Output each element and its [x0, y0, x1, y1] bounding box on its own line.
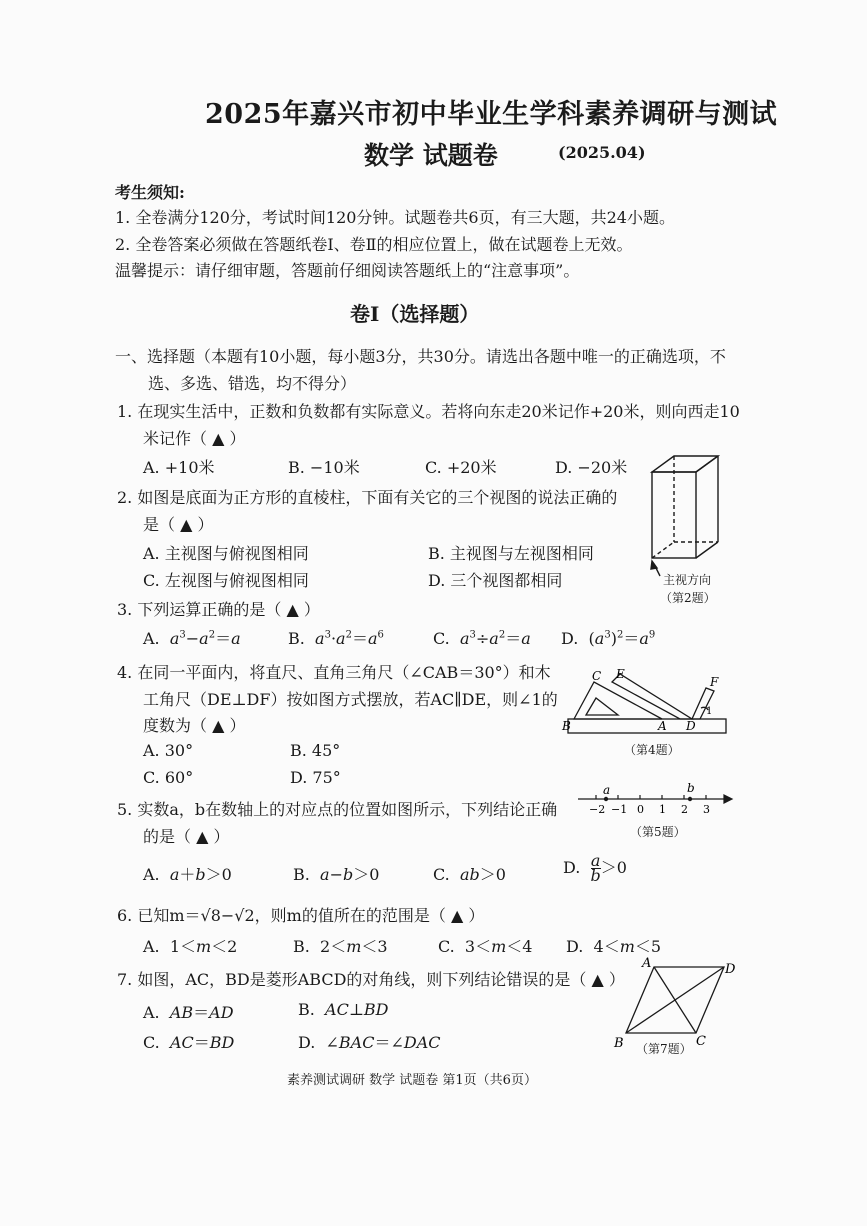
svg-text:D: D	[686, 719, 696, 733]
q6-line1: 6. 已知m＝√8−√2，则m的值所在的范围是（ ▲ ）	[117, 906, 485, 925]
section-intro-line2: 选、多选、错选，均不得分）	[148, 374, 357, 393]
q1-line1: 1. 在现实生活中，正数和负数都有实际意义。若将向东走20米记作+20米，则向西走10	[117, 402, 740, 421]
q6-option-b: B. 2＜m＜3	[293, 937, 388, 956]
q2-caption: （第2题）	[660, 591, 716, 605]
q2-figure-label: 主视方向	[663, 573, 712, 587]
svg-text:C: C	[592, 669, 602, 683]
q5-caption: （第5题）	[630, 825, 686, 839]
svg-text:A: A	[642, 956, 652, 971]
q2-option-d: D. 三个视图都相同	[428, 571, 563, 590]
q2-option-b: B. 主视图与左视图相同	[428, 544, 594, 563]
notice-item-2: 2. 全卷答案必须做在答题纸卷Ⅰ、卷Ⅱ的相应位置上，做在试题卷上无效。	[115, 235, 633, 254]
q4-line3: 度数为（ ▲ ）	[143, 716, 246, 735]
q4-option-a: A. 30°	[143, 741, 194, 760]
q3-option-b: B. $a^3\cdot a^2=a^6$	[288, 629, 384, 648]
q3-option-d: D. $(a^3)^2=a^9$	[561, 629, 656, 648]
q4-option-b: B. 45°	[290, 741, 341, 760]
notice-item-1: 1. 全卷满分120分，考试时间120分钟。试题卷共6页，有三大题，共24小题。	[115, 208, 675, 227]
svg-text:C: C	[696, 1034, 706, 1049]
q5-option-d: D. $\frac{a}{b}$ ＞0	[563, 851, 627, 885]
q1-option-c: C. +20米	[425, 458, 497, 477]
exam-subtitle: 数学 试题卷	[364, 141, 498, 170]
q7-caption: （第7题）	[636, 1042, 692, 1056]
q4-line2: 工角尺（DE⊥DF）按如图方式摆放，若AC∥DE，则∠1的	[143, 690, 558, 709]
q7-option-a: A. AB＝AD	[143, 1003, 234, 1022]
q2-prism-figure	[630, 452, 740, 612]
q5-tick-label: 2	[681, 803, 688, 816]
svg-text:1: 1	[706, 706, 713, 717]
q2-option-c: C. 左视图与俯视图相同	[143, 571, 309, 590]
q4-option-d: D. 75°	[290, 768, 341, 787]
q7-option-c: C. AC＝BD	[143, 1033, 235, 1052]
svg-text:D: D	[725, 962, 736, 977]
svg-text:B: B	[614, 1036, 624, 1050]
q4-ruler-figure	[560, 662, 740, 744]
q3-option-c: C. $a^3\div a^2=a$	[433, 629, 531, 648]
q7-rhombus-figure	[612, 955, 747, 1050]
svg-text:E: E	[616, 667, 625, 681]
q5-tick-label: −1	[611, 803, 628, 816]
q7-line1: 7. 如图，AC，BD是菱形ABCD的对角线，则下列结论错误的是（ ▲ ）	[117, 970, 625, 989]
q5-tick-label: 1	[659, 803, 666, 816]
svg-text:a: a	[603, 783, 611, 797]
q2-option-a: A. 主视图与俯视图相同	[143, 544, 309, 563]
section-intro-line1: 一、选择题（本题有10小题，每小题3分，共30分。请选出各题中唯一的正确选项，不	[115, 347, 726, 366]
q5-option-a: A. a＋b＞0	[143, 865, 232, 884]
q2-line2: 是（ ▲ ）	[143, 515, 214, 534]
q6-option-d: D. 4＜m＜5	[566, 937, 662, 956]
q4-caption: （第4题）	[624, 743, 680, 757]
q4-option-c: C. 60°	[143, 768, 194, 787]
q5-option-c: C. ab＞0	[433, 865, 506, 884]
q3-option-a: A. $a^3-a^2=a$	[143, 629, 241, 648]
notice-tip: 温馨提示：请仔细审题，答题前仔细阅读答题纸上的“注意事项”。	[115, 261, 580, 280]
q1-option-b: B. −10米	[288, 458, 360, 477]
svg-text:A: A	[658, 719, 667, 733]
q7-option-b: B. AC⊥BD	[298, 1000, 389, 1019]
svg-text:F: F	[710, 675, 719, 689]
exam-date: (2025.04)	[558, 143, 646, 162]
q5-tick-label: −2	[589, 803, 606, 816]
q5-line1: 5. 实数a，b在数轴上的对应点的位置如图所示，下列结论正确	[117, 800, 558, 819]
page-footer: 素养测试调研 数学 试题卷 第1页（共6页）	[287, 1073, 537, 1088]
q1-line2: 米记作（ ▲ ）	[143, 429, 246, 448]
q6-option-a: A. 1＜m＜2	[143, 937, 238, 956]
q6-option-c: C. 3＜m＜4	[438, 937, 533, 956]
q2-line1: 2. 如图是底面为正方形的直棱柱，下面有关它的三个视图的说法正确的	[117, 488, 618, 507]
section-title: 卷Ⅰ（选择题）	[350, 302, 480, 326]
svg-text:B: B	[562, 719, 571, 733]
svg-text:b: b	[687, 782, 695, 795]
q5-tick-label: 3	[703, 803, 710, 816]
q5-tick-label: 0	[637, 803, 644, 816]
q4-line1: 4. 在同一平面内，将直尺、直角三角尺（∠CAB＝30°）和木	[117, 663, 551, 682]
notice-heading: 考生须知:	[115, 183, 185, 202]
exam-title: 2025年嘉兴市初中毕业生学科素养调研与测试	[205, 99, 778, 130]
q5-option-b: B. a−b＞0	[293, 865, 380, 884]
q5-line2: 的是（ ▲ ）	[143, 827, 230, 846]
q1-option-d: D. −20米	[555, 458, 628, 477]
q3-line1: 3. 下列运算正确的是（ ▲ ）	[117, 600, 320, 619]
q1-option-a: A. +10米	[143, 458, 215, 477]
q7-option-d: D. ∠BAC＝∠DAC	[298, 1033, 441, 1052]
q5-number-line	[574, 782, 734, 822]
